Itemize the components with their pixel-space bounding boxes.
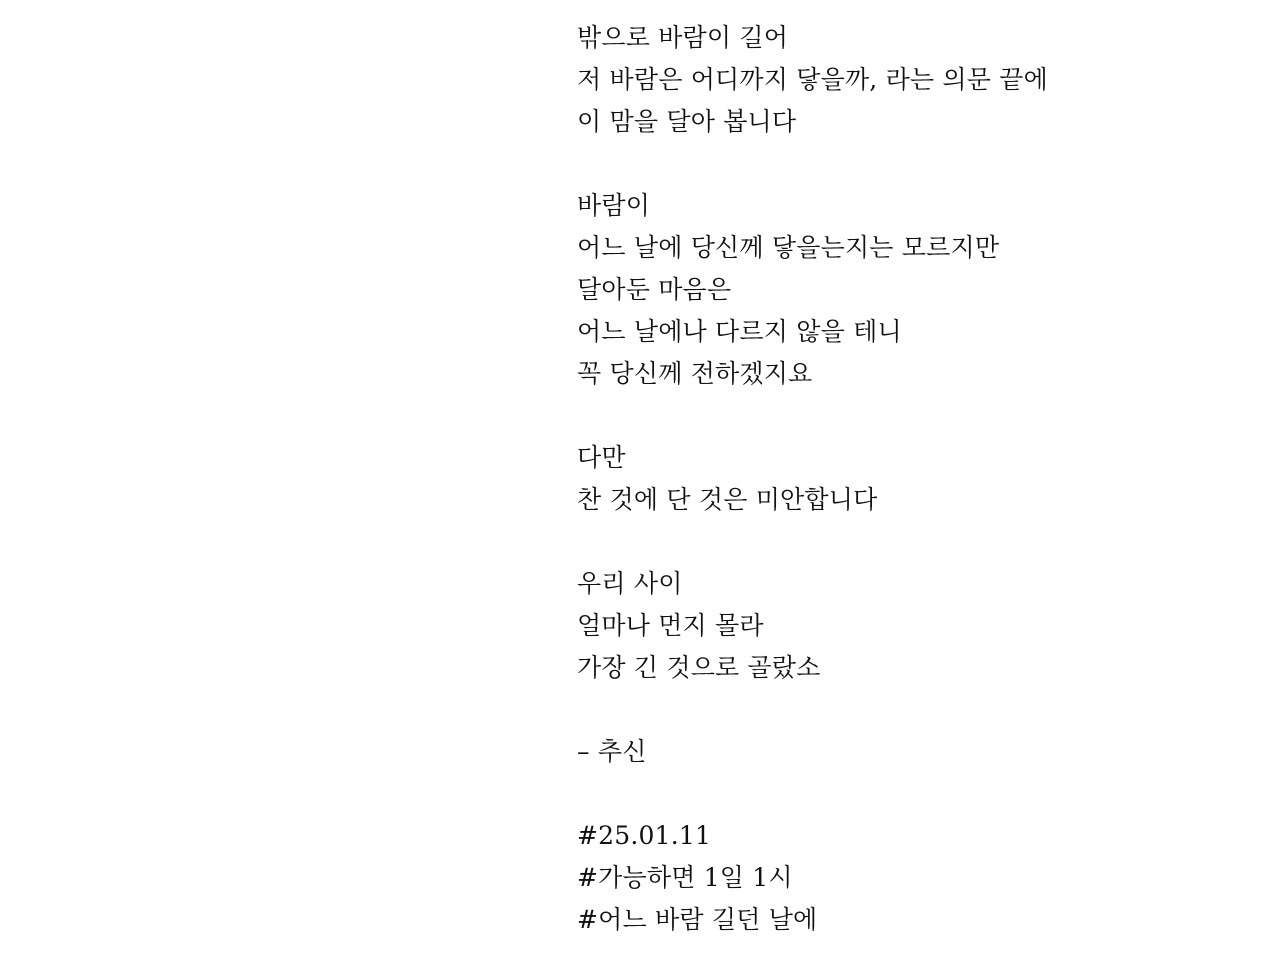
poem-line: 얼마나 먼지 몰라 (577, 611, 764, 640)
poem-line: 어느 날에 당신께 닿을는지는 모르지만 (577, 233, 1000, 262)
poem-body (577, 17, 1257, 941)
poem-line: 꼭 당신께 전하겠지요 (577, 359, 813, 388)
hashtags (577, 815, 1257, 941)
poem-line: 우리 사이 (577, 569, 683, 598)
postscript-line: – 추신 (577, 737, 647, 766)
postscript (577, 731, 1257, 773)
hashtag-date: #25.01.11 (577, 821, 712, 850)
poem-line: 바람이 (577, 191, 651, 220)
poem-line: 밖으로 바람이 길어 (577, 23, 789, 52)
stanza-3 (577, 437, 1257, 521)
stanza-divider (577, 143, 1257, 185)
poem-line: 가장 긴 것으로 골랐소 (577, 653, 821, 682)
stanza-1 (577, 17, 1257, 143)
stanza-divider (577, 395, 1257, 437)
stanza-divider (577, 773, 1257, 815)
stanza-2 (577, 185, 1257, 395)
poem-line: 이 맘을 달아 봅니다 (577, 107, 797, 136)
poem-line: 다만 (577, 443, 626, 472)
stanza-divider (577, 689, 1257, 731)
poem-line: 어느 날에나 다르지 않을 테니 (577, 317, 902, 346)
hashtag-line: #가능하면 1일 1시 (577, 863, 793, 892)
poem-line: 달아둔 마음은 (577, 275, 732, 304)
stanza-divider (577, 521, 1257, 563)
stanza-4 (577, 563, 1257, 689)
poem-line: 저 바람은 어디까지 닿을까, 라는 의문 끝에 (577, 65, 1048, 94)
poem-line: 찬 것에 단 것은 미안합니다 (577, 485, 878, 514)
hashtag-line: #어느 바람 길던 날에 (577, 905, 818, 934)
